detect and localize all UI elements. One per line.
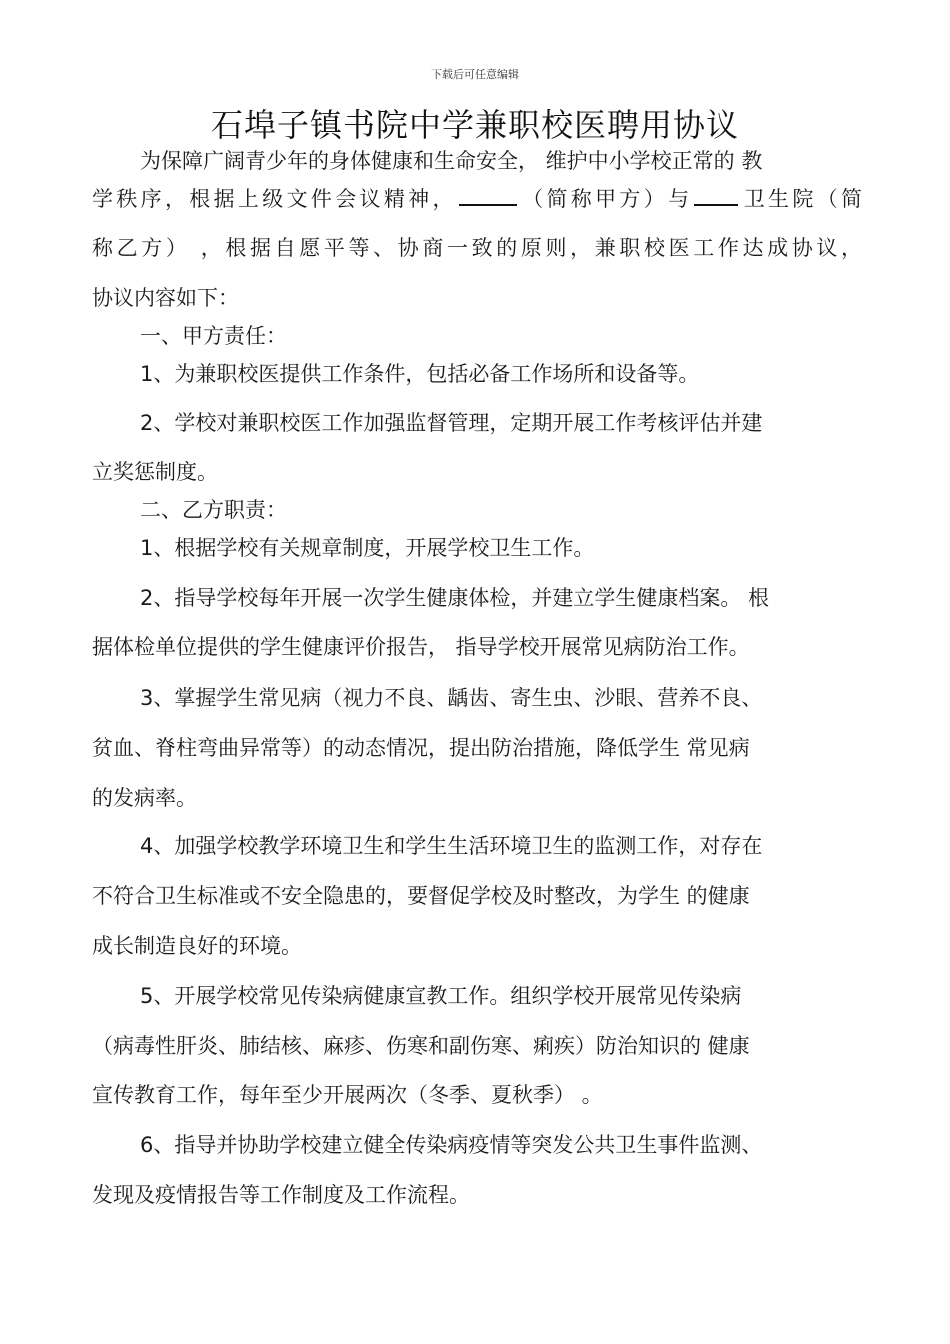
section-1-heading: 一、甲方责任：: [140, 324, 287, 348]
section-2-item-4-line-1: 4、加强学校教学环境卫生和学生生活环境卫生的监测工作，对存在: [140, 834, 763, 858]
document-title: 石埠子镇书院中学兼职校医聘用协议: [210, 106, 739, 144]
section-2-item-2-line-1: 2、指导学校每年开展一次学生健康体检，并建立学生健康档案。 根: [140, 586, 770, 610]
intro-line-2-text-c: 卫生院（简: [740, 187, 863, 211]
section-1-item-2-line-2: 立奖惩制度。: [92, 460, 218, 484]
section-2-item-3-line-3: 的发病率。: [92, 786, 197, 810]
party-b-blank: [694, 186, 738, 206]
section-1-item-2-line-1: 2、学校对兼职校医工作加强监督管理，定期开展工作考核评估并建: [140, 411, 763, 435]
section-2-item-3-line-2: 贫血、脊柱弯曲异常等）的动态情况，提出防治措施，降低学生 常见病: [92, 736, 750, 760]
section-2-item-6-line-2: 发现及疫情报告等工作制度及工作流程。: [92, 1183, 470, 1207]
intro-line-1: 为保障广阔青少年的身体健康和生命安全， 维护中小学校正常的 教: [140, 149, 763, 173]
section-2-item-6-line-1: 6、指导并协助学校建立健全传染病疫情等突发公共卫生事件监测、: [140, 1133, 763, 1157]
section-2-item-4-line-3: 成长制造良好的环境。: [92, 934, 302, 958]
section-2-heading: 二、乙方职责：: [140, 498, 287, 522]
section-2-item-3-line-1: 3、掌握学生常见病（视力不良、龋齿、寄生虫、沙眼、营养不良、: [140, 686, 763, 710]
intro-line-3: 称乙方） ，根据自愿平等、协商一致的原则，兼职校医工作达成协议，: [92, 236, 862, 260]
section-2-item-4-line-2: 不符合卫生标准或不安全隐患的，要督促学校及时整改，为学生 的健康: [92, 884, 750, 908]
section-2-item-5-line-2: （病毒性肝炎、肺结核、麻疹、伤寒和副伤寒、痢疾）防治知识的 健康: [92, 1034, 750, 1058]
download-note: 下载后可任意编辑: [431, 68, 519, 81]
section-2-item-2-line-2: 据体检单位提供的学生健康评价报告， 指导学校开展常见病防治工作。: [92, 635, 750, 659]
intro-line-2-text-b: （简称甲方）与: [518, 187, 693, 211]
party-a-blank: [459, 186, 517, 206]
intro-line-4: 协议内容如下：: [92, 286, 239, 310]
section-2-item-1: 1、根据学校有关规章制度，开展学校卫生工作。: [140, 536, 595, 560]
section-1-item-1: 1、为兼职校医提供工作条件，包括必备工作场所和设备等。: [140, 362, 700, 386]
section-2-item-5-line-1: 5、开展学校常见传染病健康宣教工作。组织学校开展常见传染病: [140, 984, 742, 1008]
intro-line-2: [92, 184, 862, 214]
intro-line-2-text-a: 学秩序，根据上级文件会议精神，: [92, 187, 457, 211]
section-2-item-5-line-3: 宣传教育工作，每年至少开展两次（冬季、夏秋季） 。: [92, 1083, 603, 1107]
